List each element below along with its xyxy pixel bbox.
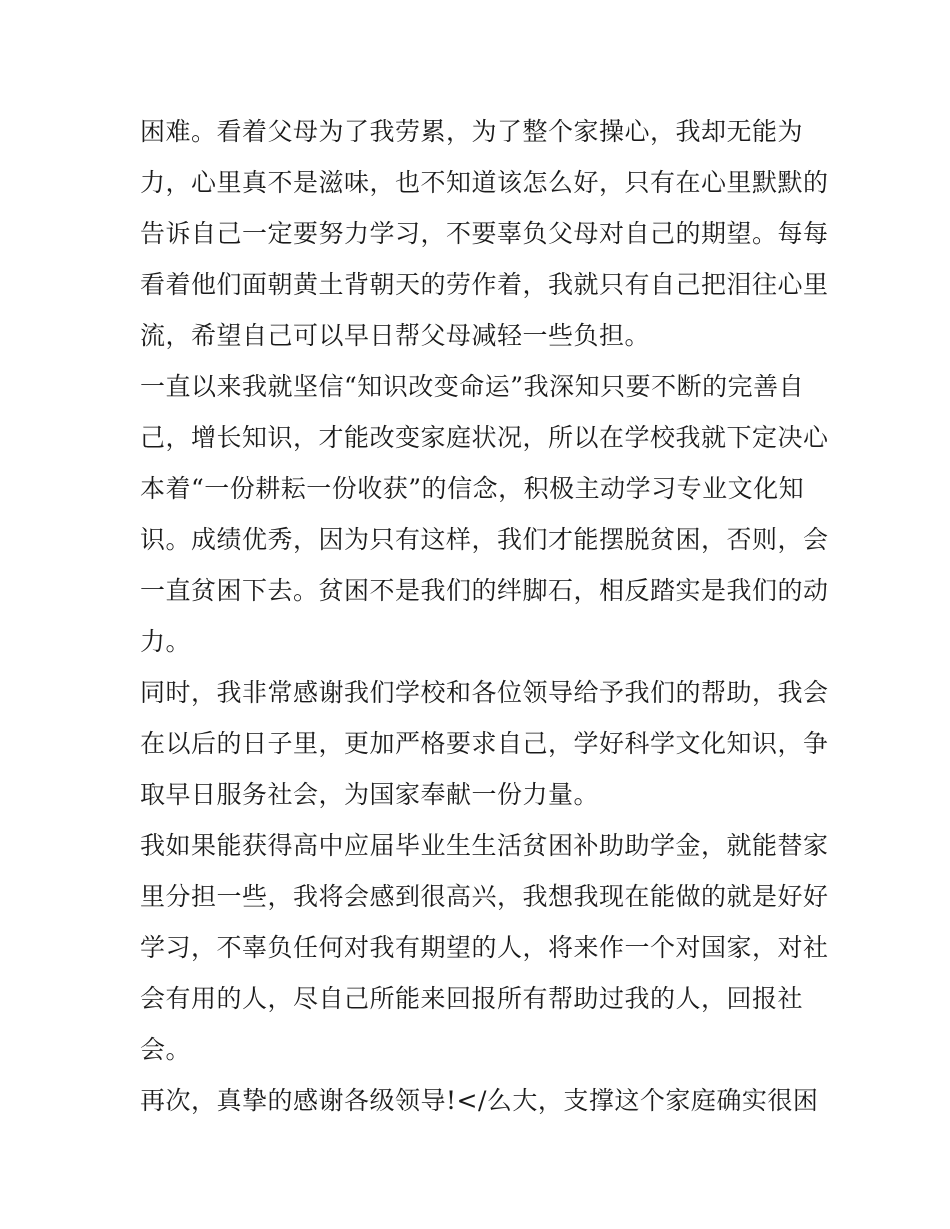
text-line: 会有用的人，尽自己所能来回报所有帮助过我的人，回报社 [140,984,804,1013]
text-line: 取早日服务社会，为国家奉献一份力量。 [140,780,600,809]
text-line: 本着“一份耕耘一份收获”的信念，积极主动学习专业文化知 [140,474,805,503]
text-line: 同时，我非常感谢我们学校和各位领导给予我们的帮助，我会 [140,678,829,707]
text-line: 里分担一些，我将会感到很高兴，我想我现在能做的就是好好 [140,882,829,911]
text-line: 再次，真挚的感谢各级领导!</么大，支撑这个家庭确实很困 [140,1086,819,1115]
text-line: 力。 [140,627,192,656]
text-line: 流，希望自己可以早日帮父母减轻一些负担。 [140,321,651,350]
text-line: 己，增长知识，才能改变家庭状况，所以在学校我就下定决心 [140,423,829,452]
text-line: 学习，不辜负任何对我有期望的人，将来作一个对国家，对社 [140,933,829,962]
text-line: 一直贫困下去。贫困不是我们的绊脚石，相反踏实是我们的动 [140,576,829,605]
text-line: 识。成绩优秀，因为只有这样，我们才能摆脱贫困，否则，会 [140,525,829,554]
text-line: 在以后的日子里，更加严格要求自己，学好科学文化知识，争 [140,729,829,758]
text-line: 力，心里真不是滋味，也不知道该怎么好，只有在心里默默的 [140,168,829,197]
text-line: 一直以来我就坚信“知识改变命运”我深知只要不断的完善自 [140,372,805,401]
text-line: 我如果能获得高中应届毕业生生活贫困补助助学金，就能替家 [140,831,829,860]
text-line: 告诉自己一定要努力学习，不要辜负父母对自己的期望。每每 [140,219,829,248]
text-line: 困难。看着父母为了我劳累，为了整个家操心，我却无能为 [140,117,804,146]
document-body [140,106,829,1126]
text-line: 会。 [140,1035,192,1064]
text-line: 看着他们面朝黄土背朝天的劳作着，我就只有自己把泪往心里 [140,270,829,299]
